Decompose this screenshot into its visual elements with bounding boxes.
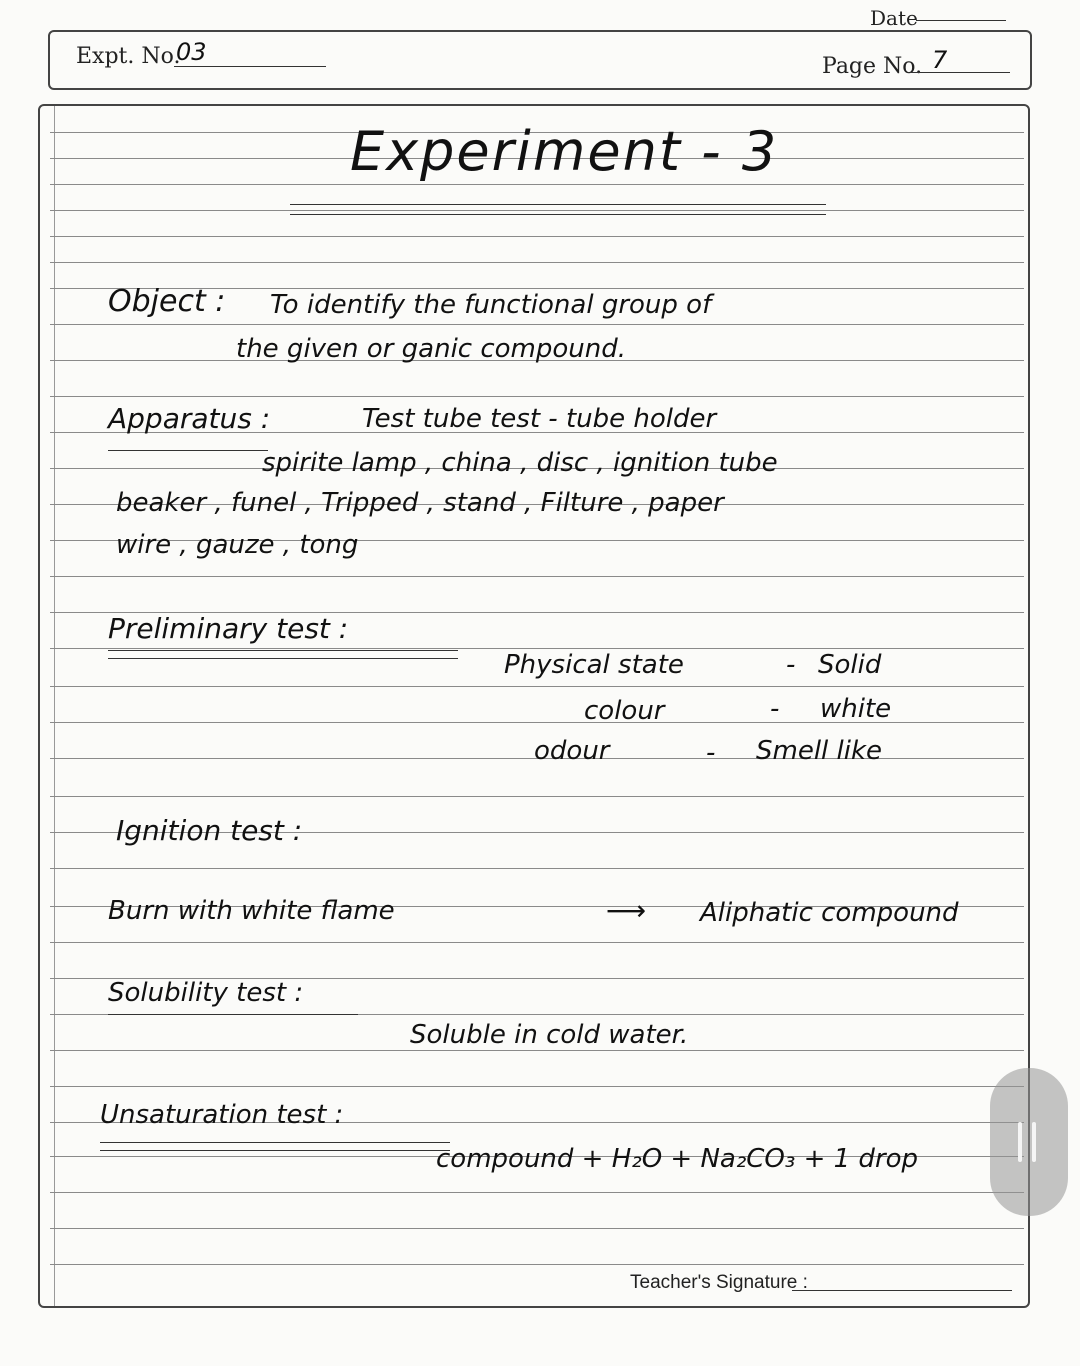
apparatus-underline: [108, 450, 268, 451]
value-odour: Smell like: [756, 736, 883, 766]
ignition-observation: Burn with white flame: [108, 896, 395, 926]
page-no-label: Page No.: [822, 54, 923, 79]
unsaturation-underline-2: [100, 1150, 450, 1151]
date-line: [916, 20, 1006, 21]
title-underline-1: [290, 204, 826, 205]
apparatus-line4: wire , gauze , tong: [116, 530, 359, 560]
arrow-icon: ⟶: [606, 894, 647, 927]
object-label: Object :: [108, 284, 226, 319]
teacher-signature-label: Teacher's Signature :: [630, 1272, 808, 1293]
page-no-line: [910, 72, 1010, 73]
preliminary-underline-2: [108, 658, 458, 659]
left-margin-line: [54, 106, 55, 1306]
value-physical-state: Solid: [818, 650, 882, 680]
dash-2: -: [770, 694, 780, 724]
prop-physical-state: Physical state: [504, 650, 684, 680]
page-no-value: 7: [932, 46, 948, 74]
title-underline-2: [290, 214, 826, 215]
date-label: Date: [870, 6, 918, 30]
unsaturation-test-label: Unsaturation test :: [100, 1100, 344, 1130]
page-title: Experiment - 3: [350, 120, 779, 183]
header-box: [48, 30, 1032, 90]
expt-no-label: Expt. No.: [76, 44, 181, 69]
signature-line: [792, 1290, 1012, 1291]
apparatus-label: Apparatus :: [108, 402, 271, 435]
unsaturation-reaction: compound + H₂O + Na₂CO₃ + 1 drop: [436, 1144, 919, 1174]
preliminary-underline-1: [108, 650, 458, 651]
object-text-line2: the given or ganic compound.: [236, 334, 627, 364]
solubility-underline: [108, 1014, 358, 1015]
dash-3: -: [706, 738, 716, 768]
unsaturation-underline-1: [100, 1142, 450, 1143]
scroll-handle[interactable]: [990, 1068, 1068, 1216]
apparatus-line2: spirite lamp , china , disc , ignition tube: [262, 448, 778, 478]
value-colour: white: [820, 694, 892, 724]
expt-no-value: 03: [176, 38, 207, 66]
ignition-test-label: Ignition test :: [116, 814, 303, 847]
solubility-test-label: Solubility test :: [108, 978, 304, 1008]
apparatus-line1: Test tube test - tube holder: [362, 404, 717, 434]
apparatus-line3: beaker , funel , Tripped , stand , Filture , paper: [116, 488, 724, 518]
prop-odour: odour: [534, 736, 610, 766]
solubility-result: Soluble in cold water.: [410, 1020, 689, 1050]
ignition-inference: Aliphatic compound: [700, 898, 959, 928]
object-text-line1: To identify the functional group of: [270, 290, 712, 320]
prop-colour: colour: [584, 696, 665, 726]
preliminary-test-label: Preliminary test :: [108, 612, 349, 645]
expt-no-line: [174, 66, 326, 67]
dash-1: -: [786, 650, 796, 680]
